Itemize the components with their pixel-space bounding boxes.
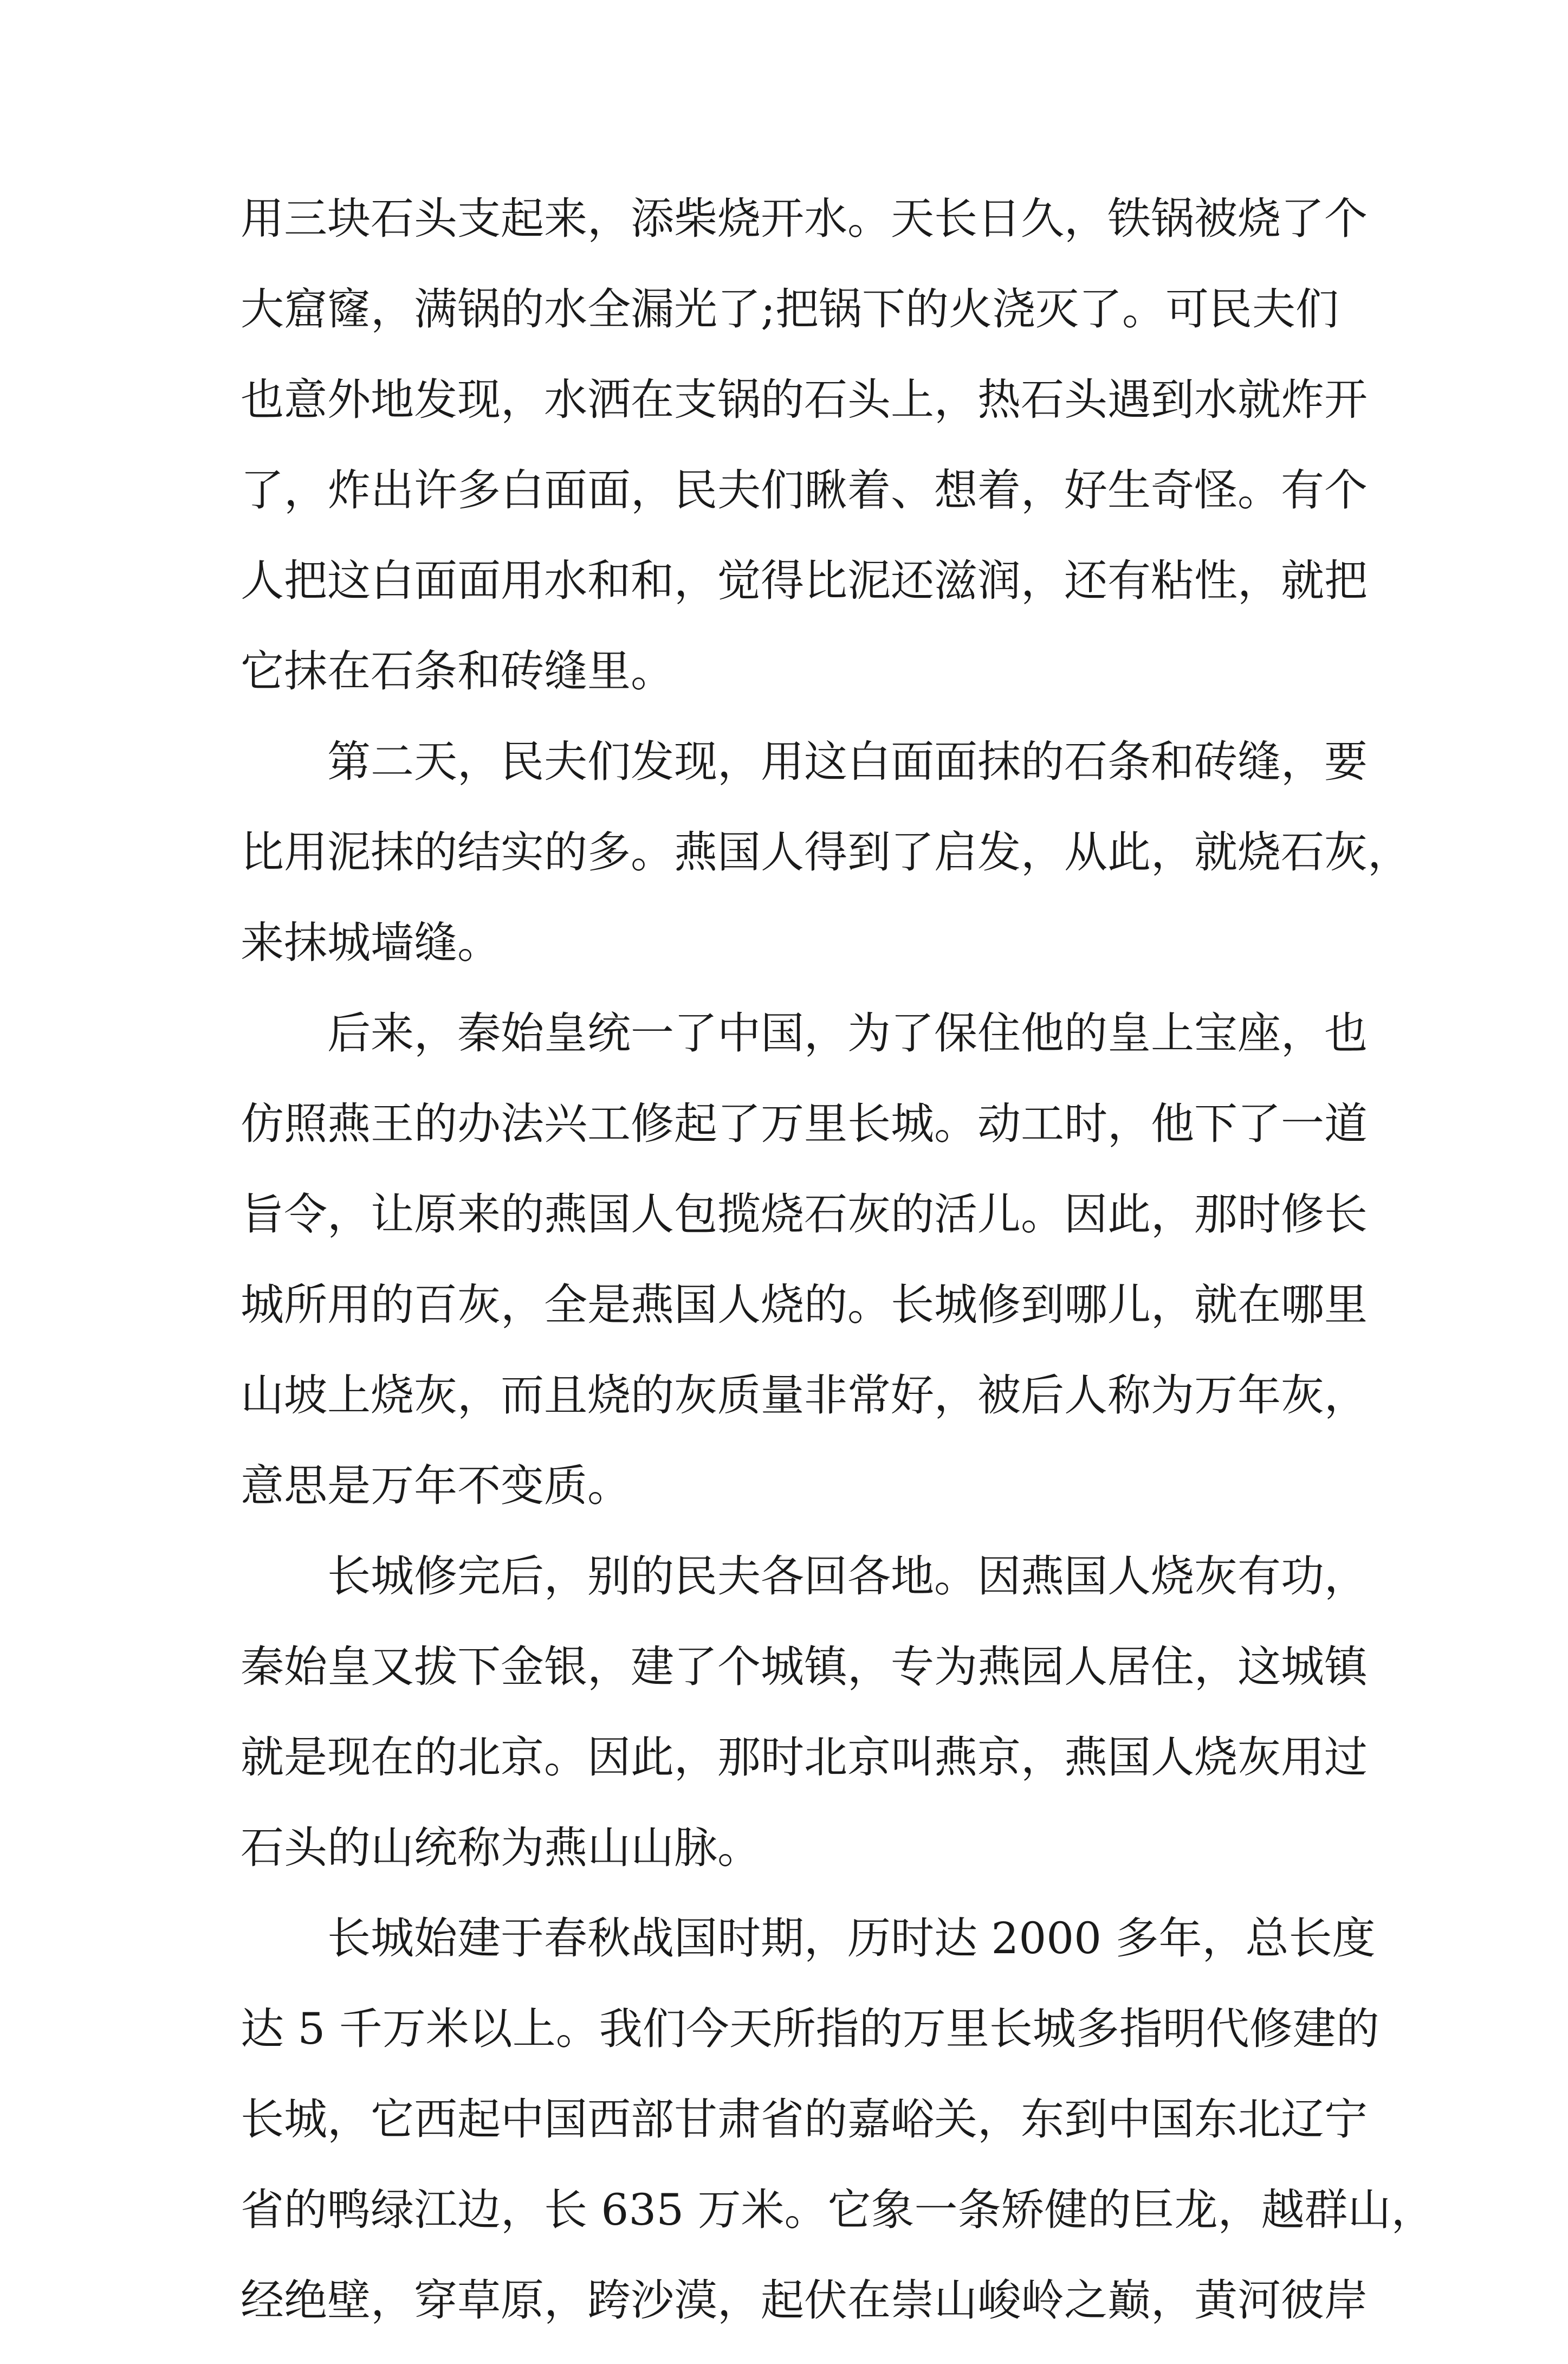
- paragraph-2: [241, 735, 1411, 1006]
- paragraph-line: 意思是万年不变质。: [241, 1461, 631, 1511]
- paragraph-line: 长城修完后，别的民夫各回各地。因燕国人烧灰有功，: [327, 1551, 1368, 1601]
- paragraph-line: 比用泥抹的结实的多。燕国人得到了启发，从此，就烧石灰，: [241, 827, 1411, 877]
- paragraph-line: 石头的山统称为燕山山脉。: [241, 1823, 761, 1873]
- paragraph-line: 后来，秦始皇统一了中国，为了保住他的皇上宝座，也: [327, 1008, 1368, 1058]
- paragraph-line: 达 5 千万米以上。我们今天所指的万里长城多指明代修建的: [241, 2004, 1379, 2054]
- paragraph-line: 长城，它西起中国西部甘肃省的嘉峪关，东到中国东北辽宁: [241, 2094, 1368, 2145]
- paragraph-line: 它抹在石条和砖缝里。: [241, 646, 674, 696]
- paragraph-1: [241, 192, 1368, 735]
- paragraph-line: 长城始建于春秋战国时期，历时达 2000 多年，总长度: [327, 1913, 1376, 1963]
- paragraph-line: 大窟窿，满锅的水全漏光了;把锅下的火浇灭了。可民夫们: [241, 284, 1339, 334]
- paragraph-line: 了，炸出许多白面面，民夫们瞅着、想着，好生奇怪。有个: [241, 465, 1368, 515]
- paragraph-line: 秦始皇又拔下金银，建了个城镇，专为燕园人居住，这城镇: [241, 1642, 1368, 1692]
- paragraph-line: 省的鸭绿江边，长 635 万米。它象一条矫健的巨龙，越群山，: [241, 2185, 1435, 2235]
- paragraph-line: 第二天，民夫们发现，用这白面面抹的石条和砖缝，要: [327, 737, 1368, 787]
- paragraph-line: 就是现在的北京。因此，那时北京叫燕京，燕国人烧灰用过: [241, 1732, 1368, 1782]
- paragraph-line: 也意外地发现，水洒在支锅的石头上，热石头遇到水就炸开: [241, 374, 1368, 425]
- paragraph-line: 经绝壁，穿草原，跨沙漠，起伏在崇山峻岭之巅，黄河彼岸: [241, 2275, 1368, 2326]
- paragraph-line: 来抹城墙缝。: [241, 918, 501, 968]
- paragraph-line: 用三块石头支起来，添柴烧开水。天长日久，铁锅被烧了个: [241, 193, 1368, 244]
- paragraph-line: 城所用的百灰，全是燕国人烧的。长城修到哪儿，就在哪里: [241, 1280, 1368, 1330]
- paragraph-line: 仿照燕王的办法兴工修起了万里长城。动工时，他下了一道: [241, 1099, 1368, 1149]
- paragraph-line: 旨令，让原来的燕国人包揽烧石灰的活儿。因此，那时修长: [241, 1189, 1368, 1239]
- paragraph-3: [241, 1006, 1368, 1549]
- paragraph-5: [241, 1911, 1435, 2364]
- document-body: [241, 192, 1435, 2364]
- paragraph-line: 山坡上烧灰，而且烧的灰质量非常好，被后人称为万年灰，: [241, 1370, 1368, 1420]
- paragraph-4: [241, 1549, 1368, 1911]
- paragraph-line: 人把这白面面用水和和，觉得比泥还滋润，还有粘性，就把: [241, 556, 1368, 606]
